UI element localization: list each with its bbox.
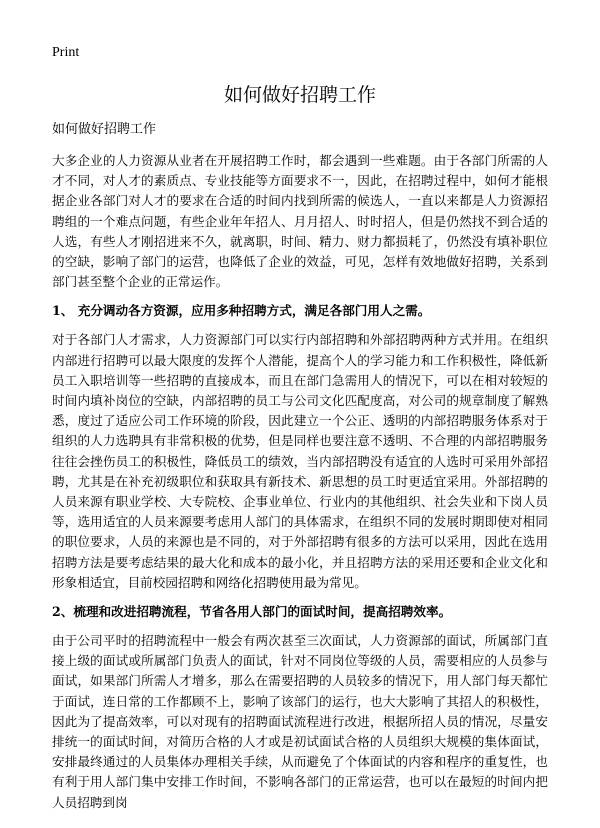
section-heading-2: 2、梳理和改进招聘流程，节省各用人部门的面试时间，提高招聘效率。 bbox=[52, 604, 452, 620]
document-body bbox=[52, 151, 548, 813]
intro-paragraph: 大多企业的人力资源从业者在开展招聘工作时，都会遇到一些难题。由于各部门所需的人才不同，对人才的素质点、专业技能等方面要求不一，因此，在招聘过程中，如何才能根据企业各部门对人才的要求在合适的时间内找到所需的候选人，一直以来都是人力资源招聘组的一个难点问题，有些企业年年招人、月月招人、时时招人，但是仍然找不到合适的人选，有些人才刚招进来不久，就离职，时间、精力、财力都损耗了，仍然没有填补职位的空缺，影响了部门的运营，也降低了企业的效益，可见，怎样有效地做好招聘，关系到部门甚至整个企业的正常运作。 bbox=[52, 153, 548, 290]
section-heading-1: 1、 充分调动各方资源，应用多种招聘方式，满足各部门用人之需。 bbox=[52, 303, 431, 319]
section-body-1: 对于各部门人才需求，人力资源部门可以实行内部招聘和外部招聘两种方式并用。在组织内部进行招聘可以最大限度的发挥个人潜能，提高个人的学习能力和工作积极性，降低新员工入职培训等一些招聘的直接成本，而且在部门急需用人的情况下，可以在相对较短的时间内填补岗位的空缺，内部招聘的员工与公司文化匹配度高，对公司的规章制度了解熟悉，度过了适应公司工作环境的阶段，因此建立一个公正、透明的内部招聘服务体系对于组织的人力选聘具有非常积极的优势，但是同样也要注意不透明、不合理的内部招聘服务往往会挫伤员工的积极性，降低员工的绩效，当内部招聘没有适宜的人选时可采用外部招聘，尤其是在补充初级职位和获取具有新技术、新思想的员工时更适宜采用。外部招聘的人员来源有职业学校、大专院校、企事业单位、行业内的其他组织、社会失业和下岗人员等，选用适宜的人员来源要考虑用人部门的具体需求，在组织不同的发展时期即使对相同的职位要求，人员的来源也是不同的，对于外部招聘有很多的方法可以采用，因此在选用招聘方法是要考虑结果的最大化和成本的最小化，并且招聘方法的采用还要和企业文化和形象相适宜，目前校园招聘和网络化招聘使用最为常见。 bbox=[52, 332, 548, 590]
print-link[interactable]: Print bbox=[52, 45, 80, 60]
document-subtitle: 如何做好招聘工作 bbox=[52, 122, 157, 137]
document-title: 如何做好招聘工作 bbox=[223, 84, 376, 106]
section-body-2: 由于公司平时的招聘流程中一般会有两次甚至三次面试，人力资源部的面试，所属部门直接上级的面试或所属部门负责人的面试，针对不同岗位等级的人员，需要相应的人员参与面试，如果部门所需人才增多，那么在需要招聘的人员较多的情况下，用人部门每天都忙于面试，连日常的工作都顾不上，影响了该部门的运行，也大大影响了其招人的积极性，因此为了提高效率，可以对现有的招聘面试流程进行改进，根据所招人员的情况，尽量安排统一的面试时间，对简历合格的人才或是初试面试合格的人员组织大规模的集体面试，安排最终通过的人员集体办理相关手续，从而避免了个体面试的内容和程序的重复性，也有利于用人部门集中安排工作时间，不影响各部门的正常运营，也可以在最短的时间内把人员招聘到岗 bbox=[52, 633, 548, 810]
